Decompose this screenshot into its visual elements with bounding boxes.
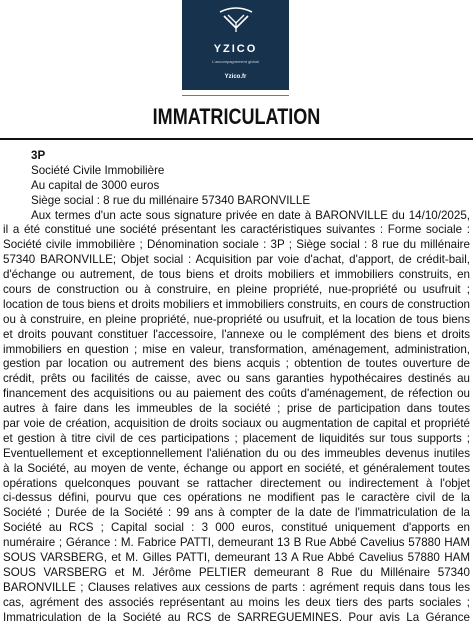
notice-line: cours de construction ou à construire, en pleine propriété, nue-propriété ou usufruit ;	[3, 283, 470, 297]
notice-line: location de tous biens et droits mobiliers et immobiliers construits, en cours de construction	[3, 297, 470, 311]
publisher-logo	[182, 0, 289, 90]
brand-website: Yzico.fr	[224, 74, 247, 80]
page-title: IMMATRICULATION	[152, 104, 321, 129]
notice-line: numéraire ; Gérance : M. Fabrice PATTI, demeurant 13 B Rue Abbé Cavelius 57880 HAM	[3, 536, 470, 550]
company-form: Société Civile Immobilière	[31, 163, 165, 177]
notice-line: d'échange ou autrement, de tous biens et droits mobiliers et immobiliers construits, en	[3, 268, 470, 282]
notice-line: financement des acquisitions ou au paiement des coûts d'aménagement, de réfection ou	[3, 387, 470, 401]
legal-notice	[3, 149, 470, 626]
company-name: 3P	[31, 149, 46, 162]
notice-line: Immatriculation de la Société au RCS de SARREGUEMINES. Pour avis La Gérance	[3, 610, 470, 624]
notice-line: Eventuellement et exceptionnellement l'aliénation du ou des immeubles devenus inutiles	[3, 446, 470, 460]
notice-line: ci-dessus défini, pourvu que ces opérations ne modifient pas le caractère civil de la	[3, 491, 470, 505]
notice-line: Aux termes d'un acte sous signature privée en date à BARONVILLE du 14/10/2025,	[31, 208, 470, 222]
logo-divider	[182, 95, 289, 96]
notice-line: SOUS VARSBERG et M. Jérôme PELTIER demeurant 8 Rue du Millénaire 57340	[3, 565, 470, 579]
notice-line: et droits pouvant constituer l'accessoire, l'annexe ou le complément des biens et droits	[3, 327, 470, 341]
notice-line: 57340 BARONVILLE; Objet social : Acquisition par voie d'achat, d'apport, de crédit-bail,	[3, 253, 470, 267]
notice-line: Société civile immobilière ; Dénomination sociale : 3P ; Siège social : 8 rue du millénaire	[3, 238, 470, 252]
notice-line: il a été constitué une société présentant les caractéristiques suivantes : Forme sociale :	[3, 223, 470, 237]
notice-line: BARONVILLE ; Clauses relatives aux cessions de parts : agrément requis dans tous les	[3, 580, 470, 594]
brand-name: YZICO	[213, 43, 258, 55]
notice-line: par voie de création, acquisition de droits sociaux ou augmentation de capital et propriété	[3, 417, 470, 431]
brand-tagline: L'accompagnement global	[212, 59, 259, 64]
notice-line: immobiliers en question ; mise en valeur, transformation, aménagement, administration,	[3, 342, 470, 356]
company-capital: Au capital de 3000 euros	[31, 178, 160, 192]
notice-line: crédit, prêts ou facilités de caisse, avec ou sans garanties hypothécaires destinés au	[3, 372, 470, 386]
notice-line: SOUS VARSBERG, et M. Gilles PATTI, demeurant 13 A Rue Abbé Cavelius 57880 HAM	[3, 551, 470, 565]
notice-line: ou à construire, en pleine propriété, nue-propriété ou usufruit, et la location de tous biens	[3, 312, 470, 326]
notice-line: à la Société, au moyen de vente, échange ou apport en société, et généralement toutes	[3, 461, 470, 475]
yzico-emblem-icon	[216, 6, 256, 34]
notice-line: Société ; Durée de la Société : 99 ans à compter de la date de l'immatriculation de la	[3, 506, 470, 520]
notice-line: gestion par location ou autrement des biens acquis ; obtention de toutes ouverture de	[3, 357, 470, 371]
notice-line: autres à faire dans les immeubles de la société ; prise de participation dans toutes	[3, 402, 470, 416]
notice-line: opérations quelconques pouvant se rattacher directement ou indirectement à l'objet	[3, 476, 470, 490]
notice-line: Société au RCS ; Capital social : 3 000 euros, constitué uniquement d'apports en	[3, 521, 470, 535]
notice-line: cas, agrément des associés représentant au moins les deux tiers des parts sociales ;	[3, 595, 470, 609]
company-address: Siège social : 8 rue du millénaire 57340 BARONVILLE	[31, 193, 311, 207]
notice-line: et gestion à titre civil de ces participations ; placement de liquidités sur tous supports ;	[3, 431, 470, 445]
title-divider	[0, 138, 473, 140]
